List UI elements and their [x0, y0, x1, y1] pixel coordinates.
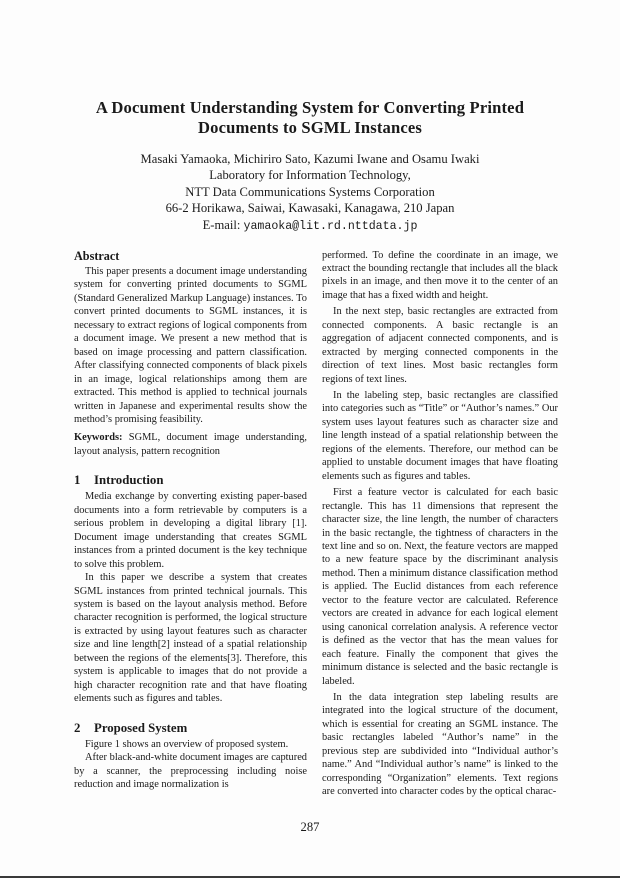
- abstract-text: This paper presents a document image understanding system for converting printed documents to SGML (Standard Generalized Markup Language) instances. To convert printed documents to SGML instances, it is necessary to extract regions of logical components from a document image. We present a new method that is based on image processing and pattern classification. After classifying connected components of black pixels in an image, logical relationships among them are extracted. This method is applied to technical journals written in Japanese and experimental results show the method’s promising feasibility.: [74, 266, 307, 425]
- address: 66-2 Horikawa, Saiwai, Kawasaki, Kanagawa, 210 Japan: [165, 201, 455, 216]
- keywords-list: SGML, document image understanding, layout analysis, pattern recognition: [74, 432, 307, 457]
- right-column: [322, 249, 558, 799]
- paragraph: Media exchange by converting existing paper-based documents into a form retrievable by computers is a serious problem in developing a digital library [1]. Document image understanding that creates SGML instances from a printed document is the key technique to solve this problem.: [74, 491, 307, 570]
- section-heading-proposed-system: [74, 720, 307, 736]
- paper-title: [40, 98, 580, 138]
- abstract-heading: Abstract: [74, 249, 120, 263]
- paragraph: In this paper we describe a system that creates SGML instances from printed technical journals. This system is based on the layout analysis method. Before character recognition is performed, the logical structure is extracted by using layout features such as character size and line length[2] instead of a spatial relationship between the regions of the elements[3]. Therefore, this system is applicable to images that do not provide a high character recognition rate and that have floating elements such as figures and tables.: [74, 572, 307, 705]
- affiliation-lab: Laboratory for Information Technology,: [209, 168, 411, 183]
- paragraph: In the data integration step labeling results are integrated into the logical structure of the document, which is essential for creating an SGML instance. The basic rectangles labeled “Author’s name” in the previous step are subdivided into “Individual author’s name.” And “Individual author’s name” is linked to the corresponding “Organization” elements. Text regions are converted into character codes by the optical charac-: [322, 692, 558, 798]
- email-address: yamaoka@lit.rd.nttdata.jp: [243, 219, 418, 233]
- left-column: [74, 248, 307, 791]
- author-block: [60, 151, 560, 235]
- paragraph: performed. To define the coordinate in an image, we extract the bounding rectangle that includes all the black pixels in an image, and then move it to the center of an image that has a fixed width and height.: [322, 249, 558, 301]
- section-number: 2: [74, 720, 81, 735]
- paragraph: After black-and-white document images are captured by a scanner, the preprocessing including noise reduction and image normalization is: [74, 752, 307, 790]
- paragraph: First a feature vector is calculated for each basic rectangle. This has 11 dimensions that represent the character size, the line length, the number of characters in the basic rectangle, the tightness of characters in the text line and so on. Next, the feature vectors are mapped to a new feature space by the discriminant analysis method. Then a minimum distance classification method is applied. The Euclid distances from each reference vector to the feature vector are calculated. Reference vectors are created in advance for each logical element using canonical correlation analysis. A reference vector is defined as the vector that has the mean values for each feature. Finally the component that gives the minimum distance is selected and the basic rectangle is labeled.: [322, 487, 558, 687]
- page-number: 287: [300, 820, 320, 834]
- email-line: [60, 217, 560, 235]
- title-line-1: A Document Understanding System for Converting Printed: [95, 98, 525, 117]
- section-title: Proposed System: [94, 720, 188, 735]
- keywords-label: Keywords:: [74, 432, 123, 444]
- author-names: Masaki Yamaoka, Michiriro Sato, Kazumi Iwane and Osamu Iwaki: [140, 152, 480, 166]
- section-heading-introduction: [74, 472, 307, 488]
- paragraph: In the labeling step, basic rectangles are classified into categories such as “Title” or “Author’s names.” Our system uses layout features such as character size and line length instead of a spatial relationship between the regions of the elements. Therefore, our method can be applied to unstable document images that have floating elements such as figures and tables.: [322, 390, 558, 482]
- paragraph: Figure 1 shows an overview of proposed system.: [85, 738, 289, 750]
- section-number: 1: [74, 473, 81, 488]
- title-line-2: Documents to SGML Instances: [198, 118, 422, 137]
- keywords: [74, 431, 307, 458]
- paragraph: In the next step, basic rectangles are extracted from connected components. A basic rectangle is an aggregation of adjacent connected components, and is extracted by merging connected components in the direction of text lines. Most basic rectangles form regions of text lines.: [322, 306, 558, 385]
- email-label: E-mail:: [202, 217, 244, 232]
- affiliation-company: NTT Data Communications Systems Corporation: [185, 184, 435, 199]
- section-title: Introduction: [94, 473, 164, 488]
